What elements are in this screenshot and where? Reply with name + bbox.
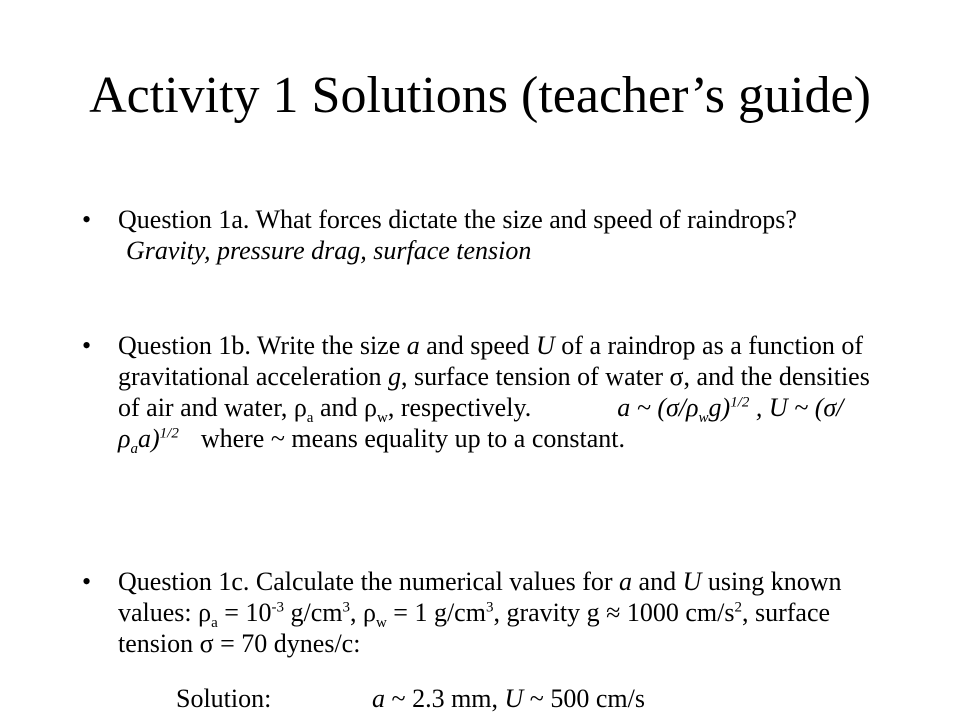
q1b-answer-U-exp: 1/2 (159, 425, 179, 442)
q1c-exp-2: 2 (734, 599, 742, 616)
q1c-sub-w: w (375, 615, 387, 632)
q1b-answer-a-lead: a ~ (σ/ρ (617, 393, 699, 422)
bullet-dot: • (82, 567, 92, 596)
bullet-question-1c (82, 566, 882, 666)
q1b-answer-separator: , (749, 393, 769, 422)
slide-title: Activity 1 Solutions (teacher’s guide) (89, 67, 871, 124)
q1c-exp-3a: 3 (342, 599, 350, 616)
q1c-sub-a: a (211, 615, 218, 632)
q1b-var-a: a (406, 331, 420, 360)
q1b-answer-U-lead: U ~ (σ/ρ (118, 393, 844, 453)
bullet-dot: • (82, 205, 92, 234)
question-1a-prompt: Question 1a. What forces dictate the size and speed of raindrops? (118, 205, 797, 234)
solution-value-a: ~ 2.3 mm, (385, 684, 505, 713)
q1b-var-g: g (387, 362, 401, 391)
q1c-exp-3b: 3 (485, 599, 494, 616)
question-1a-text (118, 204, 888, 266)
q1c-text-7: = 1 g/cm (386, 598, 486, 627)
question-1c-text (118, 566, 888, 659)
q1c-var-U: U (682, 567, 702, 596)
solution-var-a: a (372, 684, 385, 713)
q1b-answer-U-sub: a (130, 441, 138, 458)
q1b-text-6: , respectively. (387, 393, 532, 422)
bullet-dot: • (82, 331, 92, 360)
q1b-answer-a-tail: g) (708, 393, 731, 422)
q1b-sub-w: w (376, 410, 388, 427)
q1b-answer-a-exp: 1/2 (730, 394, 750, 411)
question-1b-text (118, 330, 888, 458)
q1c-text-9: , surface tension σ = 70 dynes/c: (118, 598, 831, 658)
q1c-text-3: using known values: ρ (118, 567, 842, 627)
bullet-question-1a (82, 204, 882, 274)
q1c-text-2: and (632, 567, 683, 596)
q1c-text-1: Question 1c. Calculate the numerical values for (118, 567, 620, 596)
q1b-text-1: Question 1b. Write the size (118, 331, 407, 360)
solution-row (176, 683, 645, 714)
bullet-question-1b (82, 330, 882, 520)
q1b-answer-a-sub: w (698, 410, 709, 427)
solution-label: Solution: (176, 684, 272, 713)
q1b-text-3: of a raindrop as a function of gravitational acceleration (118, 331, 864, 391)
q1b-var-U: U (536, 331, 555, 360)
q1c-text-6: , ρ (349, 598, 376, 627)
q1b-text-2: and speed (419, 331, 536, 360)
q1b-text-7: where ~ means equality up to a constant. (200, 424, 625, 453)
q1c-text-4: = 10 (217, 598, 272, 627)
q1b-text-5: and ρ (313, 393, 377, 422)
q1b-sub-a: a (306, 410, 314, 427)
q1c-text-5: g/cm (283, 598, 343, 627)
q1c-text-8: , gravity g ≈ 1000 cm/s (493, 598, 735, 627)
question-1a-answer: Gravity, pressure drag, surface tension (126, 236, 532, 265)
q1b-answer-U-tail: a) (137, 424, 160, 453)
q1c-var-a: a (619, 567, 633, 596)
q1b-text-4: , surface tension of water σ, and the densities of air and water, ρ (118, 362, 870, 422)
q1c-exp-m3: -3 (271, 599, 284, 616)
solution-value-U: ~ 500 cm/s (523, 684, 645, 713)
solution-var-U: U (504, 684, 524, 713)
